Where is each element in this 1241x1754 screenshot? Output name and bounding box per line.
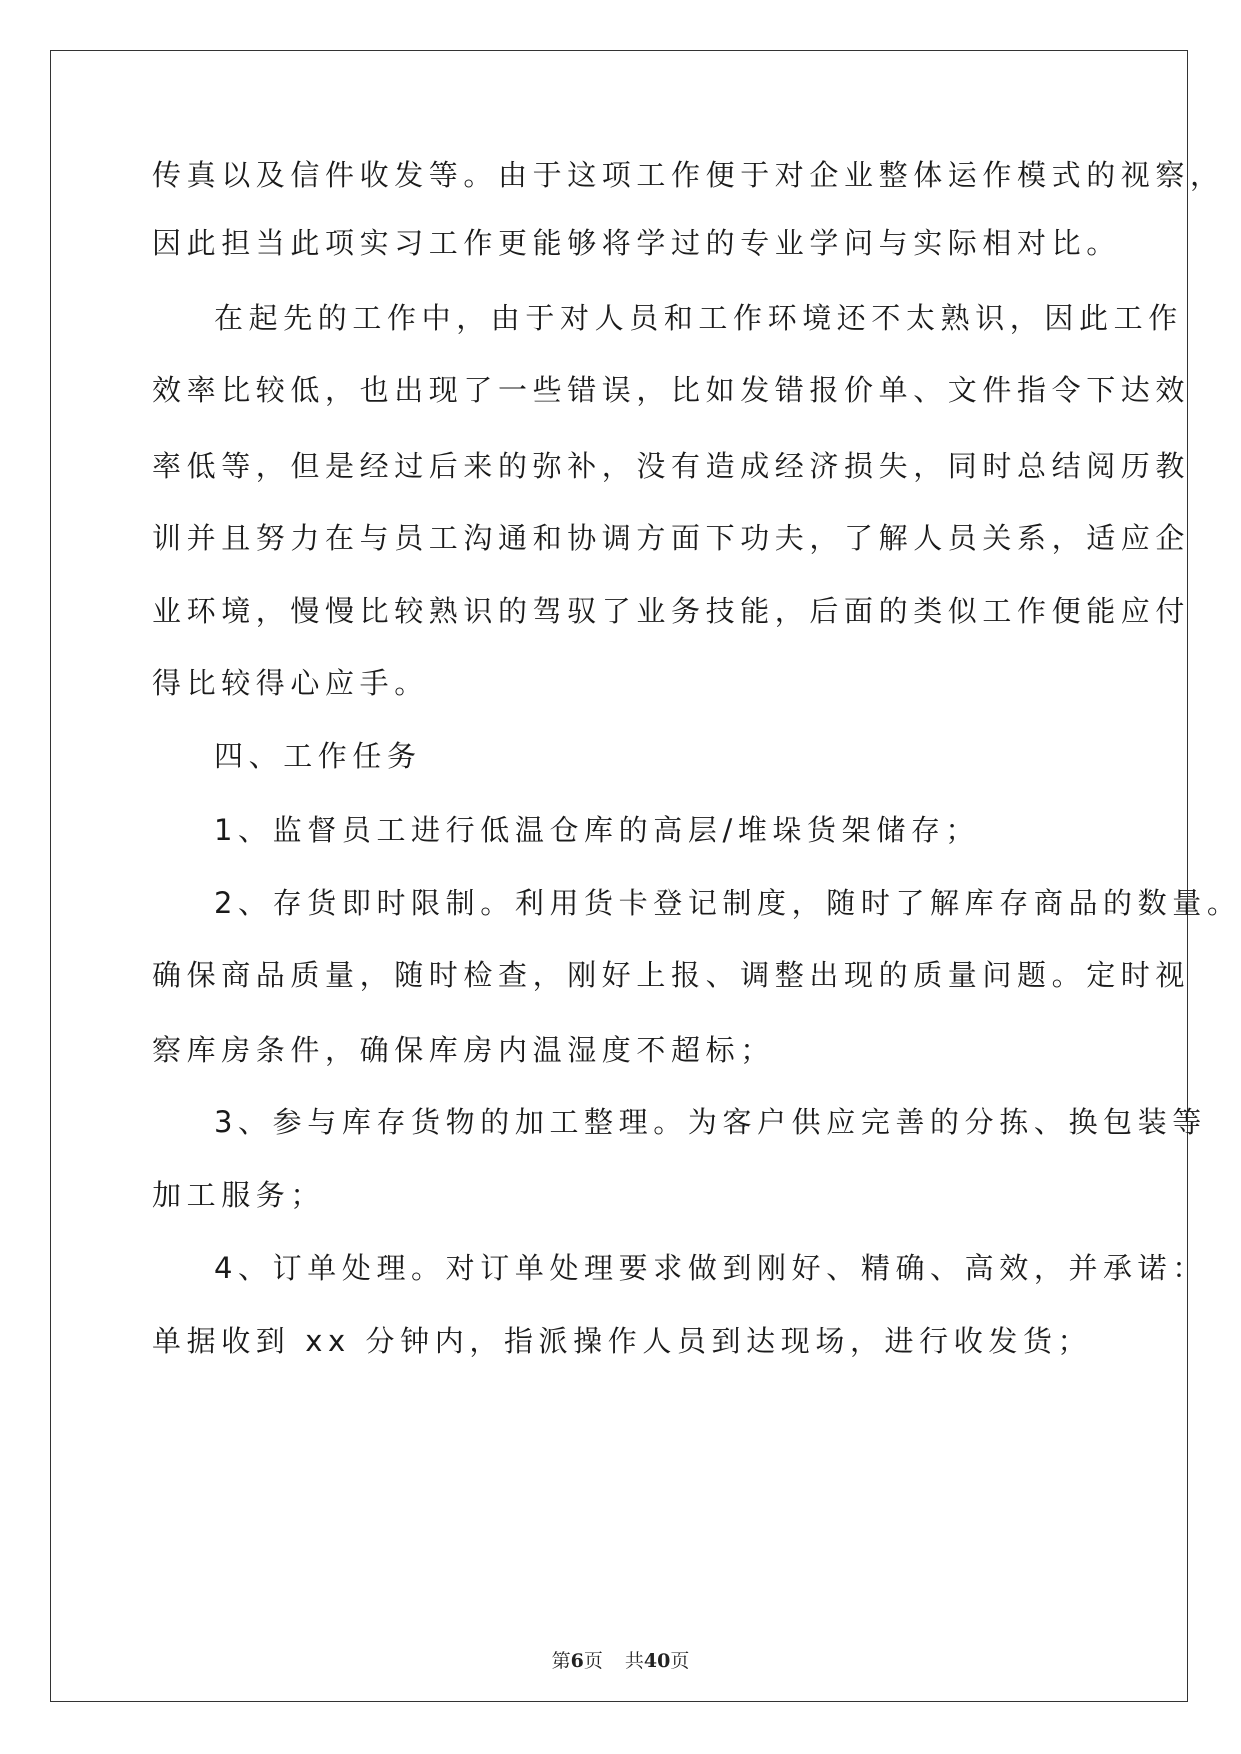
text-line: 训并且努力在与员工沟通和协调方面下功夫，了解人员关系，适应企 [152,521,1191,555]
page-prefix: 第 [551,1650,571,1672]
text-line: 确保商品质量，随时检查，刚好上报、调整出现的质量问题。定时视 [152,958,1191,992]
text-line: 传真以及信件收发等。由于这项工作便于对企业整体运作模式的视察， [152,158,1225,192]
text-line: 率低等，但是经过后来的弥补，没有造成经济损失，同时总结阅历教 [152,449,1191,483]
list-item: 1、监督员工进行低温仓库的高层/堆垛货架储存； [214,813,981,847]
text-line: 业环境，慢慢比较熟识的驾驭了业务技能，后面的类似工作便能应付 [152,594,1191,628]
page-number: 6 [570,1650,584,1672]
page-footer [0,1649,1241,1673]
list-item: 2、存货即时限制。利用货卡登记制度，随时了解库存商品的数量。 [214,886,1241,920]
text-line: 得比较得心应手。 [152,666,429,700]
section-heading: 四、工作任务 [214,739,422,773]
paragraph-start-line: 在起先的工作中，由于对人员和工作环境还不太熟识，因此工作 [214,301,1183,335]
list-item: 4、订单处理。对订单处理要求做到刚好、精确、高效，并承诺： [214,1251,1207,1285]
text-line: 加工服务； [152,1178,326,1212]
text-line: 效率比较低，也出现了一些错误，比如发错报价单、文件指令下达效 [152,373,1191,407]
total-pages: 40 [643,1650,671,1672]
total-prefix: 共 [624,1650,644,1672]
text-line: 因此担当此项实习工作更能够将学过的专业学问与实际相对比。 [152,226,1121,260]
total-suffix: 页 [670,1650,690,1672]
text-line: 单据收到 xx 分钟内，指派操作人员到达现场，进行收发货； [152,1324,1093,1358]
list-item: 3、参与库存货物的加工整理。为客户供应完善的分拣、换包装等 [214,1105,1207,1139]
page-suffix: 页 [583,1650,603,1672]
text-line: 察库房条件，确保库房内温湿度不超标； [152,1033,775,1067]
